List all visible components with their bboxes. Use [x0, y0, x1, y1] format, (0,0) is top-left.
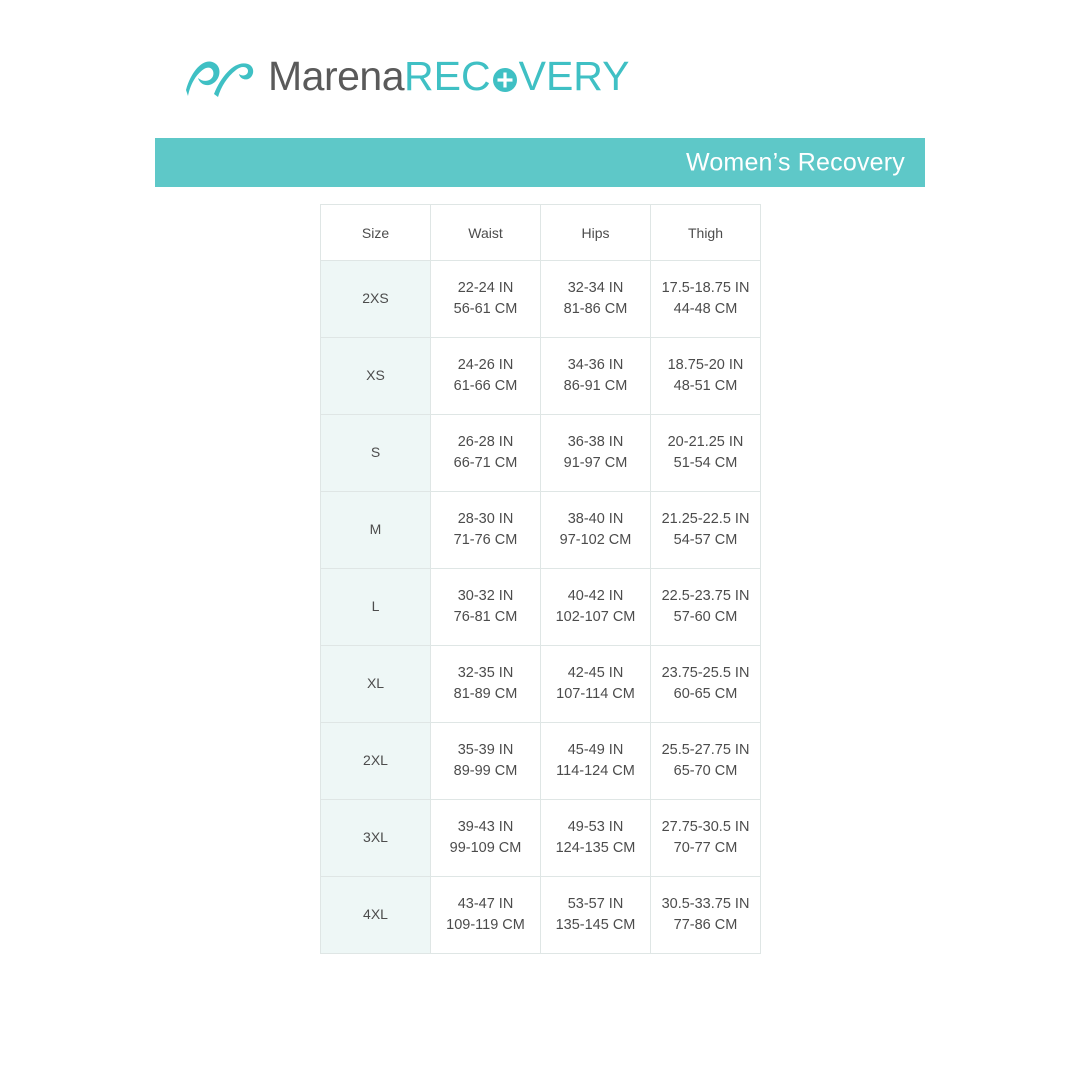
value-in: 17.5-18.75 IN	[661, 280, 750, 297]
cell-hips	[541, 877, 651, 954]
value-in: 32-34 IN	[567, 280, 624, 297]
value-cm: 44-48 CM	[673, 301, 738, 317]
value-cm: 81-89 CM	[453, 686, 518, 702]
value-in: 22-24 IN	[457, 280, 514, 297]
cell-size: 3XL	[321, 800, 431, 877]
value-cm: 114-124 CM	[556, 763, 635, 779]
value-in: 28-30 IN	[457, 511, 514, 528]
cell-hips	[541, 723, 651, 800]
cell-waist	[431, 338, 541, 415]
cell-waist	[431, 877, 541, 954]
cell-waist	[431, 800, 541, 877]
plus-circle-icon	[492, 67, 518, 93]
table-row	[321, 569, 761, 646]
cell-thigh	[651, 492, 761, 569]
value-cm: 48-51 CM	[673, 378, 738, 394]
value-cm: 71-76 CM	[453, 532, 518, 548]
value-in: 21.25-22.5 IN	[661, 511, 750, 528]
column-header-size: Size	[321, 205, 431, 261]
cell-waist	[431, 492, 541, 569]
value-cm: 89-99 CM	[453, 763, 518, 779]
cell-waist	[431, 723, 541, 800]
logo-wordmark	[268, 52, 630, 99]
table-row	[321, 800, 761, 877]
cell-waist	[431, 261, 541, 338]
value-cm: 70-77 CM	[673, 840, 738, 856]
value-cm: 56-61 CM	[453, 301, 518, 317]
cell-hips	[541, 415, 651, 492]
cell-hips	[541, 261, 651, 338]
value-in: 42-45 IN	[567, 665, 624, 682]
section-title-bar	[155, 138, 925, 187]
value-in: 39-43 IN	[457, 819, 514, 836]
value-cm: 99-109 CM	[449, 840, 522, 856]
value-cm: 60-65 CM	[673, 686, 738, 702]
table-row	[321, 723, 761, 800]
cell-hips	[541, 492, 651, 569]
size-chart-table	[320, 204, 761, 954]
cell-waist	[431, 415, 541, 492]
value-in: 43-47 IN	[457, 896, 514, 913]
brand-logo	[182, 46, 630, 106]
cell-thigh	[651, 646, 761, 723]
cell-thigh	[651, 723, 761, 800]
cell-size: M	[321, 492, 431, 569]
cell-thigh	[651, 569, 761, 646]
cell-size: 2XL	[321, 723, 431, 800]
value-cm: 81-86 CM	[563, 301, 628, 317]
table-row	[321, 338, 761, 415]
cell-thigh	[651, 800, 761, 877]
value-in: 35-39 IN	[457, 742, 514, 759]
value-in: 38-40 IN	[567, 511, 624, 528]
logo-recovery-prefix: REC	[404, 52, 491, 99]
cell-hips	[541, 569, 651, 646]
cell-waist	[431, 569, 541, 646]
cell-size: S	[321, 415, 431, 492]
cell-thigh	[651, 261, 761, 338]
cell-hips	[541, 800, 651, 877]
value-cm: 51-54 CM	[673, 455, 738, 471]
value-in: 49-53 IN	[567, 819, 624, 836]
page-title: Women’s Recovery	[685, 148, 905, 176]
value-cm: 57-60 CM	[673, 609, 738, 625]
value-cm: 77-86 CM	[673, 917, 738, 933]
column-header-waist: Waist	[431, 205, 541, 261]
value-in: 45-49 IN	[567, 742, 624, 759]
cell-hips	[541, 646, 651, 723]
table-row	[321, 877, 761, 954]
value-cm: 102-107 CM	[555, 609, 636, 625]
logo-recovery-suffix: VERY	[518, 52, 630, 99]
cell-waist	[431, 646, 541, 723]
value-cm: 135-145 CM	[555, 917, 636, 933]
table-row	[321, 492, 761, 569]
value-cm: 107-114 CM	[556, 686, 635, 702]
cell-size: XL	[321, 646, 431, 723]
value-in: 20-21.25 IN	[667, 434, 744, 451]
value-in: 18.75-20 IN	[667, 357, 744, 374]
table-row	[321, 261, 761, 338]
value-cm: 109-119 CM	[446, 917, 525, 933]
value-cm: 66-71 CM	[453, 455, 518, 471]
table-row	[321, 415, 761, 492]
value-in: 23.75-25.5 IN	[661, 665, 750, 682]
value-in: 27.75-30.5 IN	[661, 819, 750, 836]
cell-size: XS	[321, 338, 431, 415]
cell-thigh	[651, 415, 761, 492]
value-in: 36-38 IN	[567, 434, 624, 451]
value-cm: 54-57 CM	[673, 532, 738, 548]
value-in: 26-28 IN	[457, 434, 514, 451]
table-header-row	[321, 205, 761, 261]
value-cm: 61-66 CM	[453, 378, 518, 394]
value-cm: 97-102 CM	[559, 532, 632, 548]
cell-thigh	[651, 877, 761, 954]
column-header-thigh: Thigh	[651, 205, 761, 261]
column-header-hips: Hips	[541, 205, 651, 261]
value-in: 30.5-33.75 IN	[661, 896, 750, 913]
marena-swoosh-icon	[182, 50, 256, 102]
cell-hips	[541, 338, 651, 415]
cell-size: 2XS	[321, 261, 431, 338]
value-cm: 65-70 CM	[673, 763, 738, 779]
value-in: 32-35 IN	[457, 665, 514, 682]
value-in: 53-57 IN	[567, 896, 624, 913]
table-row	[321, 646, 761, 723]
value-cm: 76-81 CM	[453, 609, 518, 625]
value-in: 25.5-27.75 IN	[661, 742, 750, 759]
value-in: 40-42 IN	[567, 588, 624, 605]
value-in: 24-26 IN	[457, 357, 514, 374]
value-cm: 124-135 CM	[555, 840, 636, 856]
logo-brand-text: Marena	[268, 52, 405, 99]
value-in: 22.5-23.75 IN	[661, 588, 750, 605]
value-cm: 91-97 CM	[563, 455, 628, 471]
value-in: 34-36 IN	[567, 357, 624, 374]
cell-size: 4XL	[321, 877, 431, 954]
value-cm: 86-91 CM	[563, 378, 628, 394]
value-in: 30-32 IN	[457, 588, 514, 605]
cell-thigh	[651, 338, 761, 415]
cell-size: L	[321, 569, 431, 646]
